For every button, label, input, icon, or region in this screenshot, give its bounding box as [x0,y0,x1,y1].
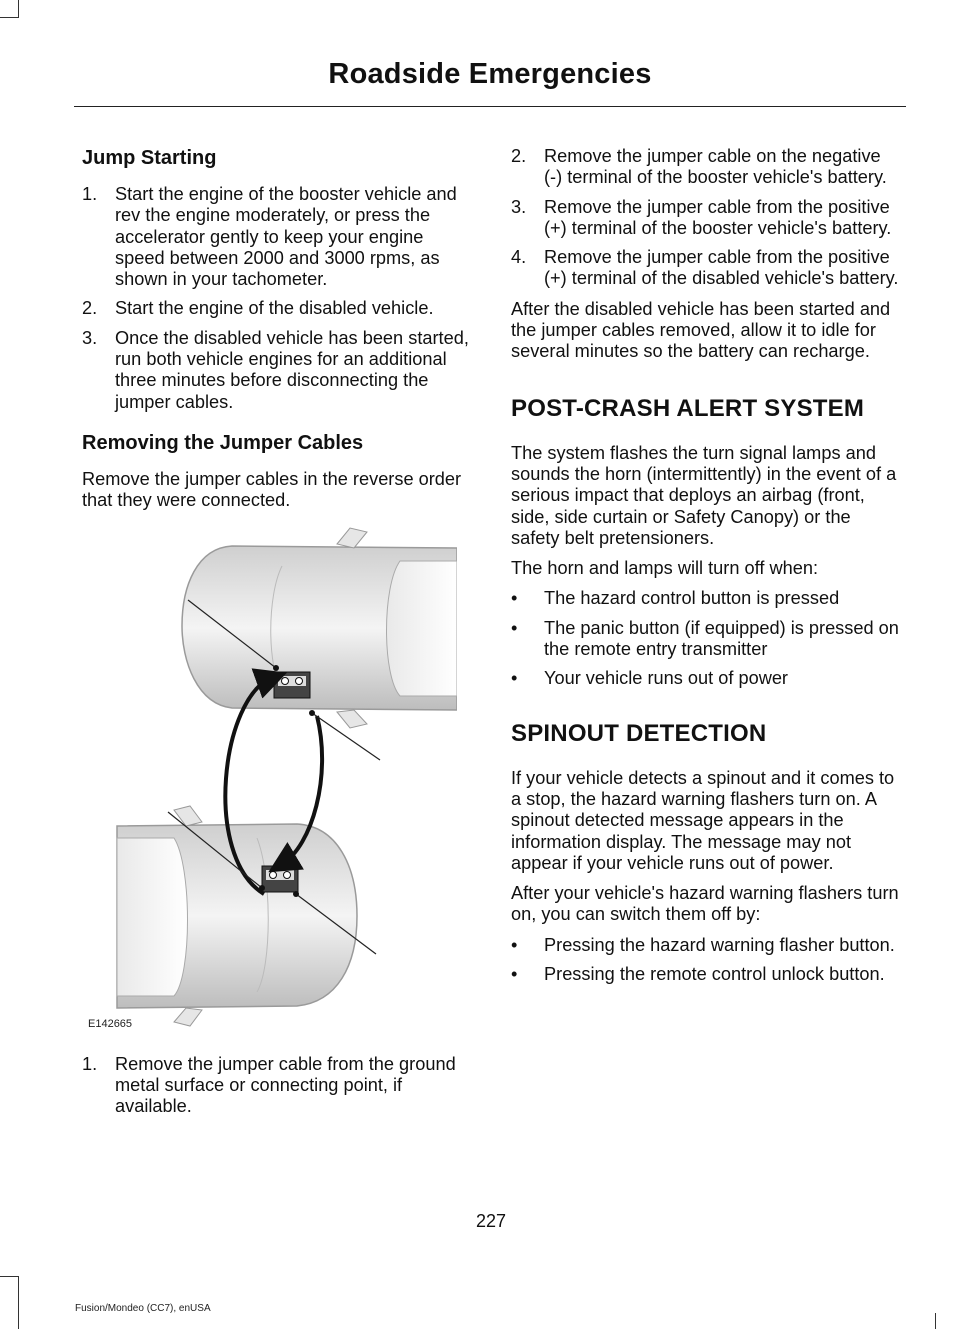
step-text: Remove the jumper cable from the ground metal surface or connecting point, if available. [115,1053,456,1117]
list-item [511,588,903,609]
page-number: 227 [475,1211,507,1231]
two-cars-battery-diagram [82,526,457,1038]
step-text: Remove the jumper cable from the positive (+) terminal of the booster vehicle's battery. [544,196,892,238]
disabled-car [182,528,457,728]
list-item [511,964,903,985]
paragraph: The system flashes the turn signal lamps and sounds the horn (intermittently) in the event of a serious impact that deploys an airbag (front, side, side curtain or Safety Canopy) or the safety belt pretensioners. [511,442,897,548]
footer-model-info: Fusion/Mondeo (CC7), enUSA [75,1303,211,1314]
bullet-text: The hazard control button is pressed [544,588,840,609]
bullet-text: Your vehicle runs out of power [544,668,788,689]
crop-mark [18,0,19,18]
right-column [511,146,903,994]
bullet: • [511,964,518,985]
booster-car [117,806,357,1026]
list-item [511,668,903,689]
step-number: 1. [82,1053,98,1074]
crop-mark [0,17,18,18]
bullet: • [511,668,518,689]
disabled-car-battery [274,672,310,698]
paragraph: After the disabled vehicle has been started and the jumper cables removed, allow it to idle for several minutes so the battery can recharge. [511,298,891,362]
list-item [82,298,472,319]
list-item [511,247,903,290]
paragraph: If your vehicle detects a spinout and it comes to a stop, the hazard warning flashers turn on. A spinout detected message appears in the information display. The message may not appear if your vehicle runs out of power. [511,767,895,873]
step-number: 3. [82,327,98,348]
bullet: • [511,934,518,955]
figure-id: E142665 [88,1018,133,1031]
section-heading-removing-cables: Removing the Jumper Cables [82,431,364,454]
section-heading-spinout: SPINOUT DETECTION [511,719,767,747]
title-divider [74,106,906,107]
section-heading-jump-starting: Jump Starting [82,147,217,169]
list-item [82,1054,472,1118]
list-item [511,935,903,956]
bullet: • [511,617,518,638]
step-number: 4. [511,247,527,268]
step-text: Remove the jumper cable on the negative (-) terminal of the booster vehicle's battery. [544,146,887,188]
page-title: Roadside Emergencies [328,58,652,90]
booster-car-battery [262,866,298,892]
bullet-text: The panic button (if equipped) is pressed on the remote entry transmitter [544,617,899,660]
list-item [511,146,903,189]
remove-steps-list-continued [511,146,903,290]
step-text: Start the engine of the booster vehicle and rev the engine moderately, or press the accelerator gently to keep your engine speed between 2000 and 3000 rpms, as shown in your tachometer. [115,184,457,290]
list-item [511,197,903,240]
remove-steps-list [82,1054,472,1118]
left-column [82,146,472,1126]
crop-mark [0,1276,18,1277]
turnoff-conditions-list [511,588,903,689]
list-item [511,618,903,661]
step-number: 3. [511,196,527,217]
list-item [82,184,472,290]
crop-mark [935,1313,936,1329]
list-item [82,328,472,413]
step-number: 2. [511,146,527,166]
bullet-text: Pressing the hazard warning flasher button. [544,934,895,955]
step-number: 1. [82,184,98,204]
crop-mark [18,1276,19,1329]
jumper-cable-illustration [82,526,457,1038]
bullet: • [511,588,518,609]
paragraph: After your vehicle's hazard warning flashers turn on, you can switch them off by: [511,883,899,925]
step-text: Remove the jumper cable from the positive (+) terminal of the disabled vehicle's battery. [544,247,899,289]
paragraph: The horn and lamps will turn off when: [511,558,818,579]
section-heading-post-crash: POST-CRASH ALERT SYSTEM [511,394,865,422]
step-text: Start the engine of the disabled vehicle. [115,298,434,319]
bullet-text: Pressing the remote control unlock button. [544,964,885,985]
step-number: 2. [82,298,98,319]
hazard-off-list [511,935,903,986]
jump-steps-list [82,184,472,413]
paragraph: Remove the jumper cables in the reverse order that they were connected. [82,468,462,511]
step-text: Once the disabled vehicle has been started, run both vehicle engines for an additional three minutes before disconnecting the jumper cables. [115,327,469,412]
